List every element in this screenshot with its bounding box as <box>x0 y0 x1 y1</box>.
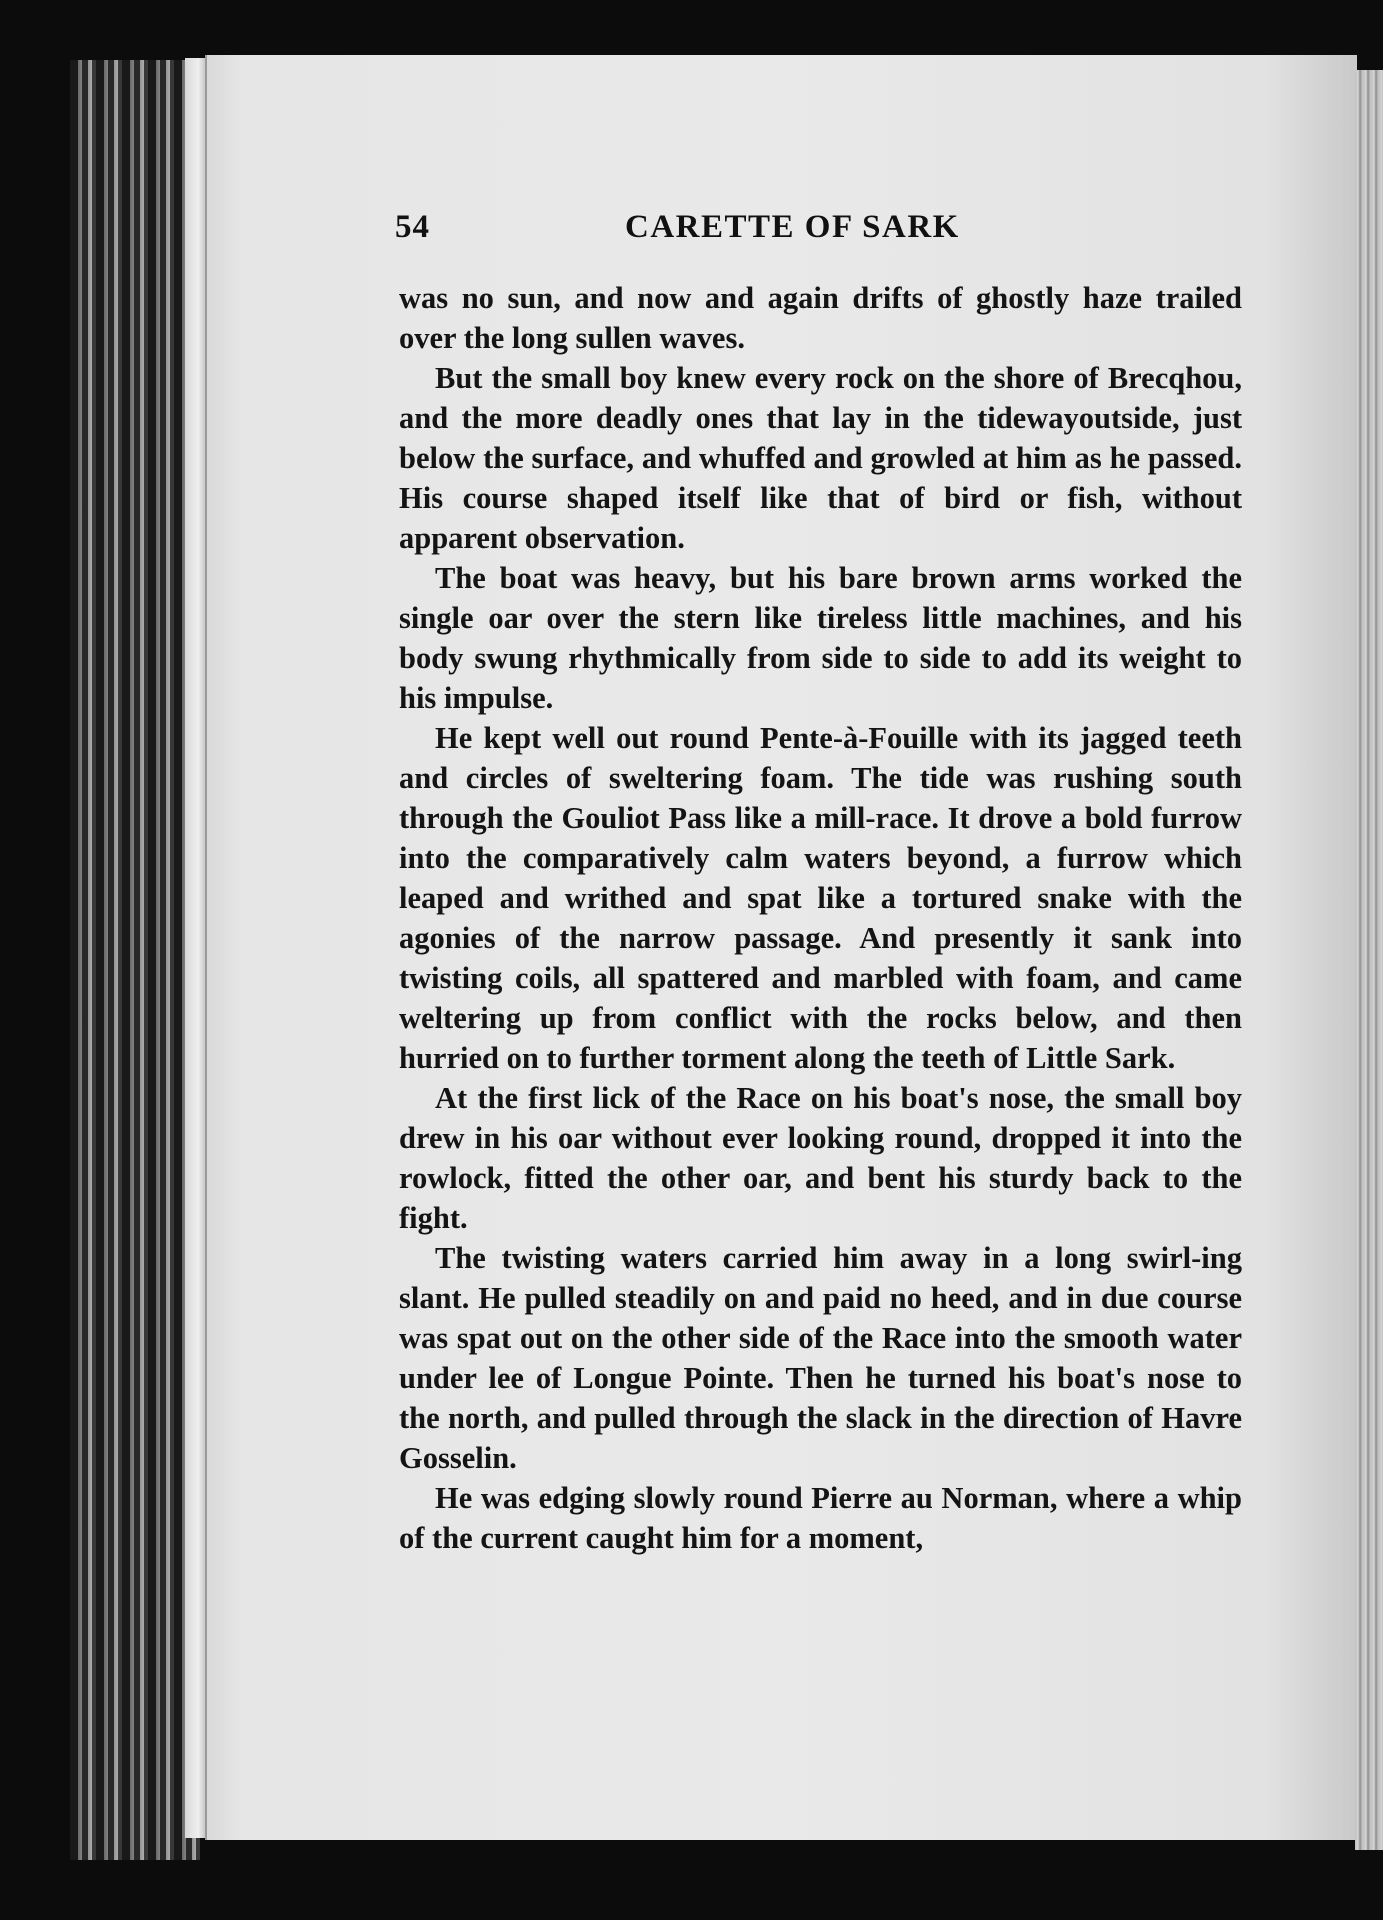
body-text <box>399 278 1242 1558</box>
book-spine-edges <box>70 60 200 1860</box>
paragraph: was no sun, and now and again drifts of ghostly haze trailed over the long sullen waves. <box>399 281 1242 355</box>
page-header <box>395 205 1255 255</box>
paragraph: The boat was heavy, but his bare brown arms worked the single oar over the stern like tireless little machines, and his body swung rhythmically from side to side to add its weight to his impulse. <box>399 561 1242 715</box>
paragraph: But the small boy knew every rock on the shore of Brecqhou, and the more deadly ones that lay in the tidewayoutside, just below the surface, and whuffed and growled at him as he passed. His course shaped itself like that of bird or fish, without apparent observation. <box>399 361 1242 555</box>
paragraph: The twisting waters carried him away in a long swirl-ing slant. He pulled steadily on and paid no heed, and in due course was spat out on the other side of the Race into the smooth water under lee of Longue Pointe. Then he turned his boat's nose to the north, and pulled through the slack in the direction of Havre Gosselin. <box>399 1241 1242 1475</box>
paragraph: He was edging slowly round Pierre au Norman, where a whip of the current caught him for a moment, <box>399 1481 1242 1555</box>
paragraph: At the first lick of the Race on his boat's nose, the small boy drew in his oar without ever looking round, dropped it into the rowlock, fitted the other oar, and bent his sturdy back to the fight. <box>399 1081 1242 1235</box>
page-number: 54 <box>395 209 430 245</box>
running-title: CARETTE OF SARK <box>625 209 960 245</box>
paragraph: He kept well out round Pente-à-Fouille with its jagged teeth and circles of sweltering foam. The tide was rushing south through the Gouliot Pass like a mill-race. It drove a bold furrow into the comparatively calm waters beyond, a furrow which leaped and writhed and spat like a tortured snake with the agonies of the narrow passage. And presently it sank into twisting coils, all spattered and marbled with foam, and came weltering up from conflict with the rocks below, and then hurried on to further torment along the teeth of Little Sark. <box>399 721 1242 1075</box>
page-edge-strip <box>185 58 207 1838</box>
right-page-edges <box>1355 70 1383 1850</box>
